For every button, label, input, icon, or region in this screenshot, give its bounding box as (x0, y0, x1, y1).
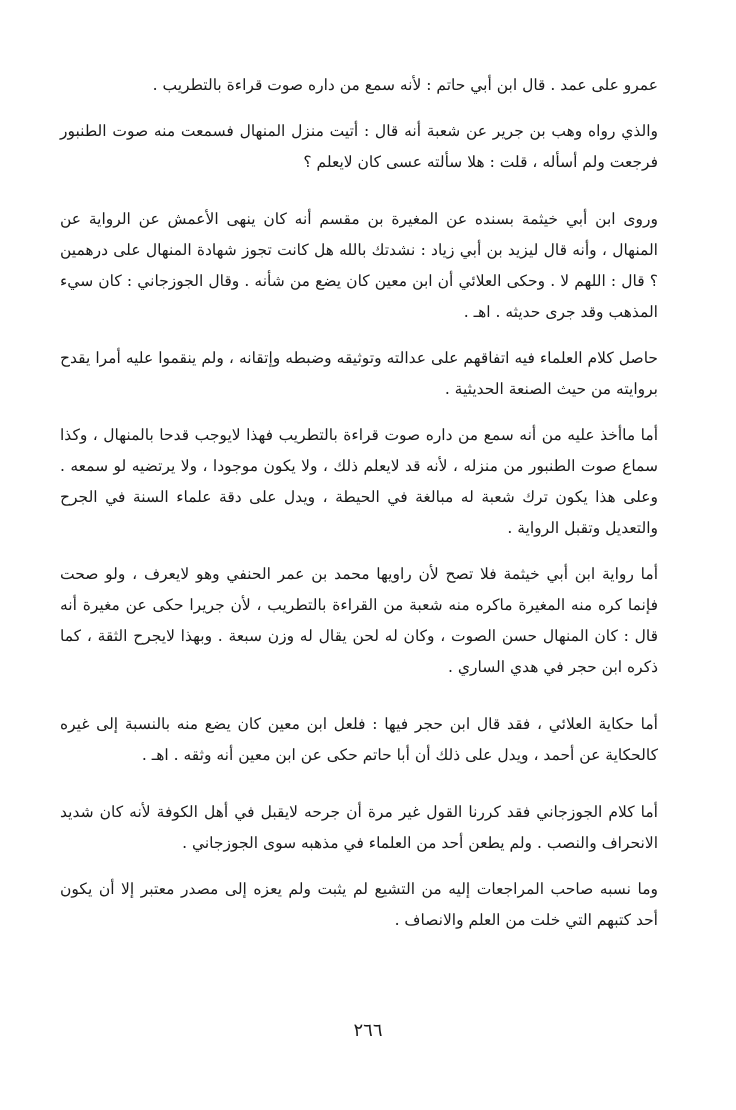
paragraph-6: أما رواية ابن أبي خيثمة فلا تصح لأن راويها محمد بن عمر الحنفي وهو لايعرف ، ولو صحت فإنما كره منه المغيرة ماكره منه شعبة من القراءة بالتطريب ، لأن جريرا حكى عن مغيرة أنه قال : كان المنهال حسن الصوت ، وكان له لحن يقال له وزن سبعة . وبهذا لايجرح الثقة ، كما ذكره ابن حجر في هدي الساري . (60, 565, 658, 676)
paragraph-7: أما حكاية العلائي ، فقد قال ابن حجر فيها : فلعل ابن معين كان يضع منه بالنسبة إلى غيره كالحكاية عن أحمد ، ويدل على ذلك أن أبا حاتم حكى عن ابن معين أنه وثقه . اهـ . (60, 715, 658, 764)
paragraph-9: وما نسبه صاحب المراجعات إليه من التشيع لم يثبت ولم يعزه إلى مصدر معتبر إلا أن يكون أحد كتبهم التي خلت من العلم والانصاف . (60, 880, 658, 929)
paragraph-5: أما ماأخذ عليه من أنه سمع من داره صوت قراءة بالتطريب فهذا لايوجب قدحا بالمنهال ، وكذا سماع صوت الطنبور من منزله ، لأنه قد لايعلم ذلك ، ولا يكون موجودا ، ولا يرتضيه لو سمعه . وعلى هذا يكون ترك شعبة له مبالغة في الحيطة ، ويدل على دقة علماء السنة في الجرح والتعديل وتقبل الرواية . (60, 426, 658, 537)
paragraph-3: وروى ابن أبي خيثمة بسنده عن المغيرة بن مقسم أنه كان ينهى الأعمش عن الرواية عن المنهال ، وأنه قال ليزيد بن أبي زياد : نشدتك بالله هل كانت تجوز شهادة المنهال على درهمين ؟ قال : اللهم لا . وحكى العلائي أن ابن معين كان يضع من شأنه . وقال الجوزجاني : كان سيء المذهب وقد جرى حديثه . اهـ . (60, 210, 658, 321)
paragraph-1: عمرو على عمد . قال ابن أبي حاتم : لأنه سمع من داره صوت قراءة بالتطريب . (152, 76, 658, 94)
paragraph-2: والذي رواه وهب بن جرير عن شعبة أنه قال : أتيت منزل المنهال فسمعت منه صوت الطنبور فرجعت ولم أسأله ، قلت : هلا سألته عسى كان لايعلم ؟ (60, 122, 658, 171)
paragraph-4: حاصل كلام العلماء فيه اتفاقهم على عدالته وتوثيقه وضبطه وإتقانه ، ولم ينقموا عليه أمرا يقدح بروايته من حيث الصنعة الحديثية . (60, 349, 658, 398)
paragraph-8: أما كلام الجوزجاني فقد كررنا القول غير مرة أن جرحه لايقبل في أهل الكوفة لأنه كان شديد الانحراف والنصب . ولم يطعن أحد من العلماء في مذهبه سوى الجوزجاني . (60, 803, 658, 852)
page-number: ٢٦٦ (353, 1020, 383, 1041)
